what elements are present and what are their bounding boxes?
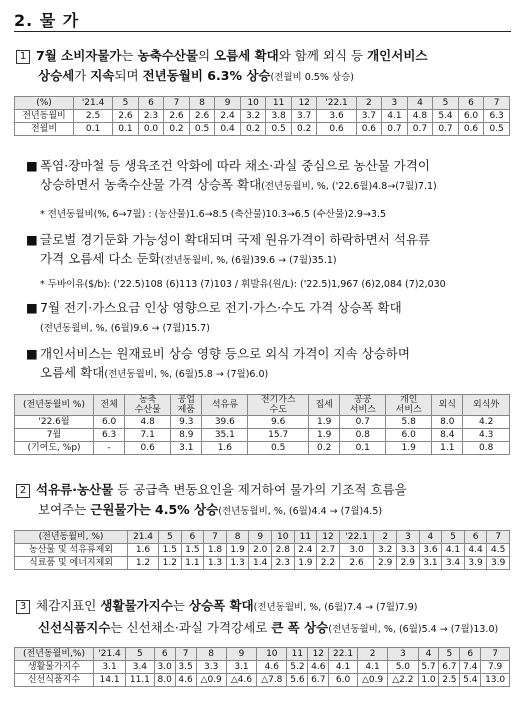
bullet-agri — [26, 156, 514, 196]
table-cell: 2.8 — [271, 544, 294, 557]
section-1-text — [16, 46, 428, 88]
table-cell: 3.3 — [196, 661, 226, 674]
table-cell: △4.6 — [226, 674, 256, 687]
table-cell: 8 — [196, 648, 226, 661]
table-cell: 5.7 — [418, 661, 439, 674]
table-cell: 2.7 — [317, 544, 340, 557]
s3-text-h: 큰 폭 상승 — [271, 620, 329, 635]
table-cell: 3.6 — [419, 544, 442, 557]
table-cell: 1.5 — [181, 544, 204, 557]
table-cell: 8.9 — [171, 429, 202, 442]
table-cell: 4.6 — [175, 674, 196, 687]
table-cell: 4.6 — [308, 661, 329, 674]
table-cell: 7 — [481, 648, 510, 661]
table-row — [15, 661, 510, 674]
table-cell: 3.2 — [240, 110, 266, 123]
table-cell: 12 — [317, 531, 340, 544]
table-cell: 8 — [189, 97, 215, 110]
table-row — [15, 416, 510, 429]
table-cell: 6.0 — [94, 416, 125, 429]
table-cell: 4.2 — [463, 416, 510, 429]
table-cell: 2.4 — [215, 110, 241, 123]
table-cell: 3.5 — [175, 661, 196, 674]
table-cell: 0.5 — [248, 442, 309, 455]
row-label-cell: 신선식품지수 — [15, 674, 94, 687]
bullet-icon: ■ — [26, 158, 38, 173]
table-cell: 0.8 — [463, 442, 510, 455]
table-cell: 외식 — [432, 395, 463, 416]
table-cell: 0.2 — [240, 123, 266, 136]
table-cell: 3.7 — [356, 110, 382, 123]
bullet-icon: ■ — [26, 232, 38, 247]
table-cell: 2 — [356, 97, 382, 110]
table-cell: 농축 수산물 — [125, 395, 171, 416]
s3-text-d: 상승폭 확대 — [188, 598, 254, 613]
table-cell: 외식外 — [463, 395, 510, 416]
bullet-service-line2-note: (전년동월비, %, (6월)5.8 → (7월)6.0) — [104, 369, 269, 380]
s1-text-h: 상승세 — [38, 68, 75, 83]
table-cell: 11 — [287, 648, 308, 661]
s3-text-b: 생활물가지수 — [100, 598, 173, 613]
table-cell: 6 — [138, 97, 164, 110]
table-cell: 2.5 — [439, 674, 460, 687]
table-cell: 2.3 — [138, 110, 164, 123]
table-cell: 39.6 — [202, 416, 248, 429]
table-cell: '22.1 — [339, 531, 374, 544]
table-header-row — [15, 531, 510, 544]
table-row — [15, 442, 510, 455]
table-cell: 5 — [442, 531, 465, 544]
table-cell: 5.6 — [287, 674, 308, 687]
table-cell: 7.9 — [481, 661, 510, 674]
table-cell: 6.3 — [94, 429, 125, 442]
table-cell: 8.0 — [432, 416, 463, 429]
s3-text-f: 신선식품지수 — [38, 620, 111, 635]
table-cell: 3 — [397, 531, 420, 544]
s1-text-d: 의 — [197, 48, 215, 63]
note-oil: * 두바이유($/b): ('22.5)108 (6)113 (7)103 / 휘발유(원/L): ('22.5)1,967 (6)2,084 (7)2,030 — [40, 279, 446, 290]
table-cell: 2.4 — [294, 544, 317, 557]
table-cell: 1.9 — [386, 442, 432, 455]
table-cell: 3.1 — [226, 661, 256, 674]
bullet-service-line2: 오름세 확대 — [40, 365, 105, 380]
row-label-cell: (전년동월비 %) — [15, 395, 94, 416]
table-cell: 5.4 — [433, 110, 459, 123]
table-cell: 1.3 — [226, 557, 249, 570]
table-cell: 0.1 — [340, 442, 386, 455]
table-cell: 석유류 — [202, 395, 248, 416]
table-cell: 0.2 — [291, 123, 317, 136]
table-cell: 4.8 — [125, 416, 171, 429]
table-cell: 0.7 — [340, 416, 386, 429]
s2-text-d: 근원물가는 4.5% 상승 — [90, 502, 219, 517]
table-cell: 1.2 — [159, 557, 182, 570]
table-cell: '21.4 — [74, 97, 113, 110]
s2-text-e: (전년동월비, %, (6월)4.4 → (7월)4.5) — [218, 506, 383, 517]
s1-text-c: 농축수산물 — [137, 48, 198, 63]
table-cell: - — [94, 442, 125, 455]
table-cell: 개인 서비스 — [386, 395, 432, 416]
table-cell: 0.1 — [74, 123, 113, 136]
note-agri: * 전년동월비(%, 6→7월) : (농산물)1.6→8.5 (축산물)10.3→6.5 (수산물)2.9→3.5 — [40, 209, 387, 220]
table-cell: 공업 제품 — [171, 395, 202, 416]
living-cost-table — [14, 647, 510, 687]
s1-text-g: 개인서비스 — [367, 48, 428, 63]
table-cell: 3.1 — [94, 661, 126, 674]
table-cell: 7.4 — [460, 661, 481, 674]
s3-text-c: 는 — [172, 598, 189, 613]
table-cell: 4.5 — [487, 544, 510, 557]
table-cell: 8.4 — [432, 429, 463, 442]
table-cell: '21.4 — [94, 648, 126, 661]
table-cell: 7 — [204, 531, 227, 544]
table-cell: 3.0 — [154, 661, 175, 674]
s2-text-c: 보여주는 — [38, 502, 91, 517]
table-cell: 7.1 — [125, 429, 171, 442]
bullet-agri-line2-note: (전년동월비, %, ('22.6월)4.8→(7월)7.1) — [261, 181, 437, 192]
table-cell: 7 — [484, 97, 510, 110]
table-cell: 9.3 — [171, 416, 202, 429]
s3-text-i: (전년동월비, %, (6월)5.4 → (7월)13.0) — [328, 624, 499, 635]
s1-text-i: 가 — [74, 68, 91, 83]
table-cell: 15.7 — [248, 429, 309, 442]
s1-text-k: 되며 — [114, 68, 143, 83]
table-cell: 3.1 — [171, 442, 202, 455]
table-cell: 4.1 — [357, 661, 387, 674]
table-cell: △2.2 — [388, 674, 418, 687]
table-cell: 35.1 — [202, 429, 248, 442]
table-cell: 5.2 — [287, 661, 308, 674]
row-label-cell: (기여도, %p) — [15, 442, 94, 455]
table-header-row — [15, 395, 510, 416]
table-cell: 0.5 — [484, 123, 510, 136]
table-cell: 8.0 — [154, 674, 175, 687]
table-cell: 6 — [458, 97, 484, 110]
table-row — [15, 544, 510, 557]
bullet-agri-line1: 폭염·장마철 등 생육조건 악화에 따라 채소·과실 중심으로 농산물 가격이 — [40, 158, 430, 173]
table-cell: 6.0 — [458, 110, 484, 123]
table-cell: 0.8 — [340, 429, 386, 442]
table-cell: △0.9 — [196, 674, 226, 687]
table-row — [15, 123, 510, 136]
table-cell: 3.9 — [464, 557, 487, 570]
bullet-oil-line2: 가격 오름세 다소 둔화 — [40, 251, 161, 266]
bullet-oil-line1: 글로벌 경기둔화 가능성이 확대되며 국제 원유가격이 하락하면서 석유류 — [40, 232, 431, 247]
table-cell: 1.8 — [204, 544, 227, 557]
table-cell: 1.9 — [309, 429, 340, 442]
table-cell: 4 — [418, 648, 439, 661]
table-cell: 14.1 — [94, 674, 126, 687]
bullet-oil — [26, 230, 514, 270]
table-cell: 7 — [164, 97, 190, 110]
table-cell: 3.0 — [339, 544, 374, 557]
table-header-row — [15, 648, 510, 661]
table-cell: 13.0 — [481, 674, 510, 687]
table-cell: 4.1 — [382, 110, 408, 123]
table-cell: 1.5 — [159, 544, 182, 557]
table-cell: 5 — [113, 97, 139, 110]
bullet-utility-line2: (전년동월비, %, (6월)9.6 → (7월)15.7) — [40, 323, 210, 334]
table-cell: 2.0 — [249, 544, 272, 557]
table-cell: 3.4 — [126, 661, 155, 674]
cpi-table — [14, 96, 510, 136]
table-cell: 4.3 — [463, 429, 510, 442]
table-cell: 9 — [226, 648, 256, 661]
row-label-cell: 전년동월비 — [15, 110, 74, 123]
table-cell: 2.6 — [113, 110, 139, 123]
row-label-cell: (전년동월비,%) — [15, 648, 94, 661]
table-cell: 2.6 — [189, 110, 215, 123]
table-cell: 6 — [181, 531, 204, 544]
table-cell: 6 — [464, 531, 487, 544]
bullet-icon: ■ — [26, 300, 38, 315]
table-cell: 4 — [407, 97, 433, 110]
table-cell: 1.9 — [309, 416, 340, 429]
table-cell: 0.4 — [215, 123, 241, 136]
table-row — [15, 557, 510, 570]
table-cell: 1.9 — [226, 544, 249, 557]
section-title: 2. 물 가 — [14, 11, 80, 30]
table-cell: 2 — [374, 531, 397, 544]
core-inflation-table — [14, 530, 510, 570]
bullet-utility — [26, 298, 514, 338]
section-number-1: 1 — [16, 50, 30, 64]
table-cell: 4.1 — [329, 661, 358, 674]
table-cell: 0.2 — [164, 123, 190, 136]
table-cell: 4.6 — [257, 661, 287, 674]
table-cell: 11.1 — [126, 674, 155, 687]
table-cell: 3.2 — [374, 544, 397, 557]
table-cell: 3.3 — [397, 544, 420, 557]
table-cell: 1.2 — [128, 557, 159, 570]
s1-text-e: 오름세 확대 — [214, 48, 279, 63]
table-cell: 5.0 — [388, 661, 418, 674]
table-cell: 3.1 — [419, 557, 442, 570]
table-cell: 1.1 — [181, 557, 204, 570]
table-cell: △0.9 — [357, 674, 387, 687]
bullet-icon: ■ — [26, 346, 38, 361]
table-cell: 3 — [388, 648, 418, 661]
bullet-oil-line2-note: (전년동월비, %, (6월)39.6 → (7월)35.1) — [160, 255, 337, 266]
table-cell: 0.1 — [113, 123, 139, 136]
section-2-text — [16, 480, 407, 522]
row-label-cell: 식료품 및 에너지제외 — [15, 557, 128, 570]
row-label-cell: (전년동월비, %) — [15, 531, 128, 544]
table-cell: 1.9 — [294, 557, 317, 570]
table-cell: △7.8 — [257, 674, 287, 687]
table-cell: 3 — [382, 97, 408, 110]
table-cell: 4.4 — [464, 544, 487, 557]
table-cell: 4.8 — [407, 110, 433, 123]
s3-text-e: (전년동월비, %, (6월)7.4 → (7월)7.9) — [253, 602, 418, 613]
table-cell: 0.6 — [125, 442, 171, 455]
s2-text-a: 석유류·농산물 — [36, 482, 114, 497]
table-cell: 5.8 — [386, 416, 432, 429]
table-cell: 5 — [126, 648, 155, 661]
table-cell: 0.2 — [309, 442, 340, 455]
table-header-row — [15, 97, 510, 110]
table-cell: 1.1 — [432, 442, 463, 455]
table-cell: 11 — [294, 531, 317, 544]
table-cell: 1.4 — [249, 557, 272, 570]
table-cell: 2 — [357, 648, 387, 661]
bullet-agri-line2: 상승하면서 농축수산물 가격 상승폭 확대 — [40, 177, 262, 192]
table-cell: 22.1 — [329, 648, 358, 661]
table-cell: 0.6 — [356, 123, 382, 136]
bullet-utility-line1: 7월 전기·가스요금 인상 영향으로 전기·가스·수도 가격 상승폭 확대 — [40, 300, 402, 315]
table-cell: 6 — [460, 648, 481, 661]
table-cell: 3.6 — [317, 110, 356, 123]
table-cell: 6 — [154, 648, 175, 661]
table-cell: 3.9 — [487, 557, 510, 570]
table-cell: 집세 — [309, 395, 340, 416]
table-cell: 9 — [249, 531, 272, 544]
table-cell: 5 — [433, 97, 459, 110]
s3-text-a: 체감지표인 — [36, 598, 101, 613]
table-cell: 6.7 — [439, 661, 460, 674]
table-cell: 3.4 — [442, 557, 465, 570]
table-cell: 전체 — [94, 395, 125, 416]
table-cell: 5 — [439, 648, 460, 661]
table-row — [15, 674, 510, 687]
table-cell: 2.6 — [339, 557, 374, 570]
table-cell: 0.6 — [317, 123, 356, 136]
table-row — [15, 429, 510, 442]
table-cell: 전기가스 수도 — [248, 395, 309, 416]
table-cell: 5 — [159, 531, 182, 544]
row-label-cell: '22.6월 — [15, 416, 94, 429]
table-cell: 2.2 — [317, 557, 340, 570]
s1-text-a: 7월 소비자물가 — [36, 48, 122, 63]
table-cell: 11 — [266, 97, 292, 110]
table-cell: 0.6 — [458, 123, 484, 136]
table-cell: 12 — [291, 97, 317, 110]
table-cell: 0.7 — [433, 123, 459, 136]
row-label-cell: 7월 — [15, 429, 94, 442]
table-cell: 공공 서비스 — [340, 395, 386, 416]
category-table — [14, 394, 510, 455]
table-cell: 7 — [175, 648, 196, 661]
row-label-cell: 생활물가지수 — [15, 661, 94, 674]
table-cell: '22.1 — [317, 97, 356, 110]
table-cell: 9.6 — [248, 416, 309, 429]
s1-text-f: 와 함께 외식 등 — [278, 48, 368, 63]
s1-text-m: (전월비 0.5% 상승) — [270, 72, 354, 83]
table-cell: 5.4 — [460, 674, 481, 687]
table-cell: 7 — [487, 531, 510, 544]
table-cell: 1.0 — [418, 674, 439, 687]
table-cell: 1.6 — [202, 442, 248, 455]
table-cell: 4 — [419, 531, 442, 544]
row-label-cell: 농산물 및 석유류제외 — [15, 544, 128, 557]
table-cell: 2.9 — [374, 557, 397, 570]
table-cell: 21.4 — [128, 531, 159, 544]
table-cell: 3.7 — [291, 110, 317, 123]
table-cell: 1.3 — [204, 557, 227, 570]
table-cell: 0.7 — [382, 123, 408, 136]
table-cell: 2.6 — [164, 110, 190, 123]
row-label-cell: (%) — [15, 97, 74, 110]
table-cell: 0.0 — [138, 123, 164, 136]
table-cell: 0.7 — [407, 123, 433, 136]
table-row — [15, 110, 510, 123]
s3-text-g: 는 신선채소·과실 가격강세로 — [110, 620, 272, 635]
table-cell: 0.5 — [189, 123, 215, 136]
bullet-service-line1: 개인서비스는 원재료비 상승 영향 등으로 외식 가격이 지속 상승하며 — [40, 346, 410, 361]
table-cell: 2.3 — [271, 557, 294, 570]
table-cell: 6.7 — [308, 674, 329, 687]
table-cell: 12 — [308, 648, 329, 661]
table-cell: 6.0 — [329, 674, 358, 687]
section-number-2: 2 — [16, 484, 30, 498]
section-number-3: 3 — [16, 600, 30, 614]
title-divider — [14, 31, 511, 32]
table-cell: 4.1 — [442, 544, 465, 557]
bullet-service — [26, 344, 514, 384]
table-cell: 6.0 — [386, 429, 432, 442]
s2-text-b: 등 공급측 변동요인을 제거하여 물가의 기조적 흐름을 — [113, 482, 407, 497]
s1-text-b: 는 — [121, 48, 138, 63]
section-3-text — [16, 596, 498, 640]
table-cell: 2.9 — [397, 557, 420, 570]
s1-text-j: 지속 — [90, 68, 115, 83]
table-cell: 0.5 — [266, 123, 292, 136]
table-cell: 8 — [226, 531, 249, 544]
table-cell: 10 — [240, 97, 266, 110]
s1-text-l: 전년동월비 6.3% 상승 — [142, 68, 271, 83]
table-cell: 9 — [215, 97, 241, 110]
table-cell: 2.5 — [74, 110, 113, 123]
table-cell: 10 — [257, 648, 287, 661]
table-cell: 3.8 — [266, 110, 292, 123]
table-cell: 6.3 — [484, 110, 510, 123]
row-label-cell: 전월비 — [15, 123, 74, 136]
table-cell: 1.6 — [128, 544, 159, 557]
table-cell: 10 — [271, 531, 294, 544]
